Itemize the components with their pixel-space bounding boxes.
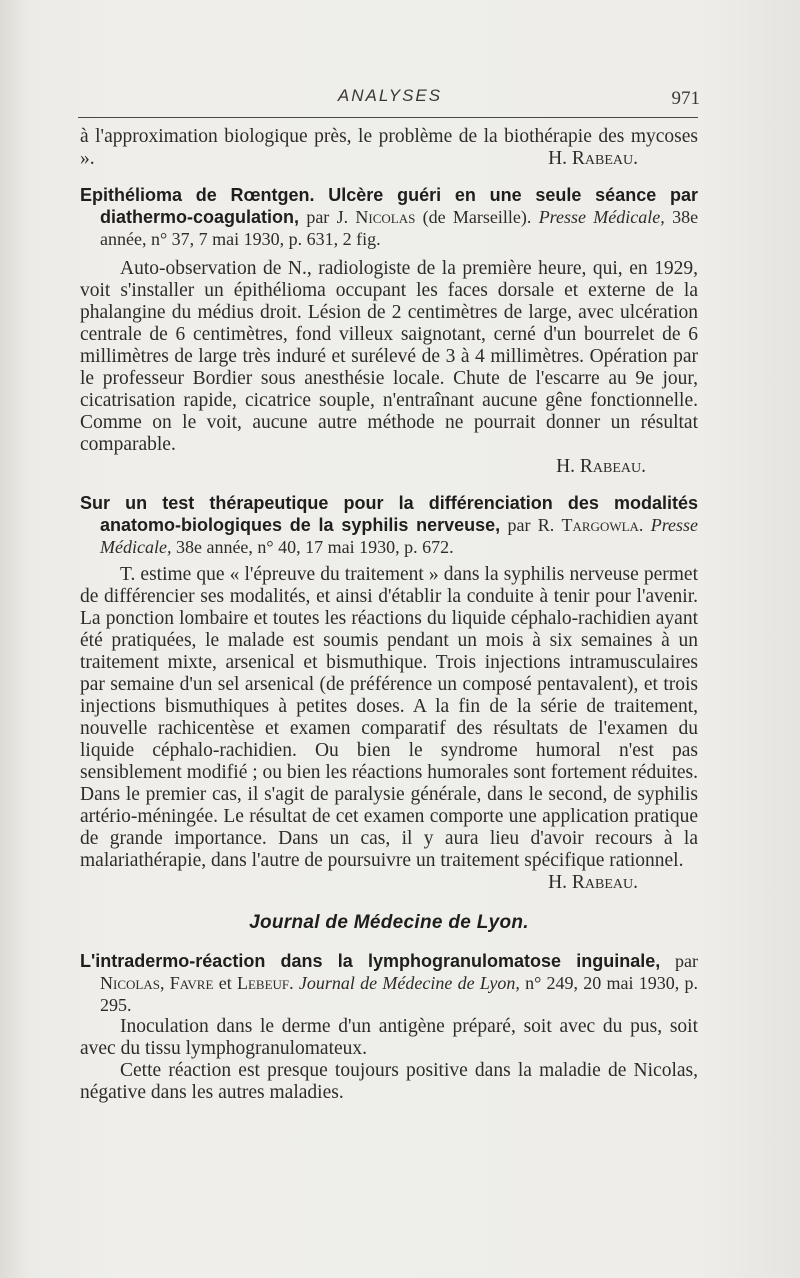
article1-by: par J. [306, 207, 349, 227]
header-rule [78, 117, 698, 118]
article2-heading [80, 492, 698, 558]
page-number: 971 [671, 88, 700, 109]
intro-signature: H. Rabeau. [548, 148, 638, 169]
article1-body: Auto-observation de N., radiologiste de la première heure, qui, en 1929, voit s'installer un épithélioma occupant les faces dorsale et externe de la phalangine du médius droit. Lésion de 2 centimètres de large, avec ulcération centrale de 6 centimètres, fond villeux saignotant, cerné d'un bourrelet de 6 millimètres de large très induré et surélevé de 3 à 4 millimètres. Opération par le professeur Bordier sous anesthésie locale. Chute de l'escarre au 9e jour, cicatrisation rapide, cicatrice souple, n'entraînant aucune gêne fonctionnelle. Comme on le voit, aucune autre méthode ne pourrait donner un résultat comparable. [80, 258, 698, 455]
article1-signature: H. Rabeau. [556, 456, 646, 477]
article3-authors: Nicolas, Favre [100, 973, 214, 993]
article2-body [80, 564, 698, 894]
article1-title: Epithélioma de Rœntgen. Ulcère guéri en une seule séance par diathermo-coagulation, [80, 185, 698, 227]
intro-paragraph [80, 126, 698, 170]
article2-journal: Presse Médicale, [100, 515, 699, 557]
article1-details: 38e année, n° 37, 7 mai 1930, p. 631, 2 fig. [100, 207, 699, 249]
article3-by: par [675, 951, 698, 971]
article2-body-text: T. estime que « l'épreuve du traitement » dans la syphilis nerveuse permet de différencier ses modalités, et ainsi d'établir la conduite à tenir pour l'avenir. La ponction lombaire et toutes les réactions du liquide céphalo-rachidien ayant été pratiquées, le malade est soumis pendant un mois à six semaines à un traitement mixte, arsenical et bismuthique. Trois injections intramusculaires par semaine d'un sel arsenical (de préférence un composé pentavalent), et trois injections bismuthiques à petites doses. A la fin de la série de traitement, nouvelle rachicentèse et examen comparatif des résultats de l'examen du liquide céphalo-rachidien. Ou bien le syndrome humoral n'est pas sensiblement modifié ; ou bien les réactions humorales sont fortement réduites. Dans le premier cas, il s'agit de paralysie générale, dans le second, de syphilis artério-méningée. Le résultat de cet examen comporte une application pratique de grande importance. Dans un cas, il y aura lieu d'avoir recours à la malariathérapie, dans l'autre de poursuivre un traitement spécifique rationnel. [80, 564, 698, 871]
article2-author: Targowla. [561, 515, 644, 535]
intro-text: à l'approximation biologique près, le problème de la biothérapie des mycoses ». [80, 126, 698, 169]
article2-details: 38e année, n° 40, 17 mai 1930, p. 672. [175, 537, 454, 557]
article3-details: n° 249, 20 mai 1930, p. 295. [100, 973, 699, 1015]
article3-body-1: Inoculation dans le derme d'un antigène préparé, soit avec du pus, soit avec du tissu lymphogranulomateux. [80, 1016, 698, 1059]
article1-affiliation: (de Marseille). [422, 207, 532, 227]
article3-title: L'intradermo-réaction dans la lymphogranulomatose inguinale, [80, 951, 661, 971]
article1-heading [80, 184, 698, 250]
article3-author2: Lebeuf. [236, 973, 294, 993]
article2-title: Sur un test thérapeutique pour la différenciation des modalités anatomo-biologiques de la syphilis nerveuse, [80, 493, 698, 535]
article3-and: et [218, 973, 232, 993]
article1-journal: Presse Médicale, [538, 207, 665, 227]
article3-body-2: Cette réaction est presque toujours positive dans la maladie de Nicolas, négative dans les autres maladies. [80, 1060, 698, 1103]
article3-journal: Journal de Médecine de Lyon, [298, 973, 520, 993]
article2-by: par R. [507, 515, 555, 535]
article3-heading [80, 950, 698, 1016]
running-head: ANALYSES [337, 86, 443, 105]
body-text [80, 126, 698, 1104]
journal-section-heading: Journal de Médecine de Lyon. [249, 912, 529, 933]
page-header [80, 86, 700, 116]
article2-signature: H. Rabeau. [548, 872, 638, 893]
article1-author: Nicolas [355, 207, 416, 227]
